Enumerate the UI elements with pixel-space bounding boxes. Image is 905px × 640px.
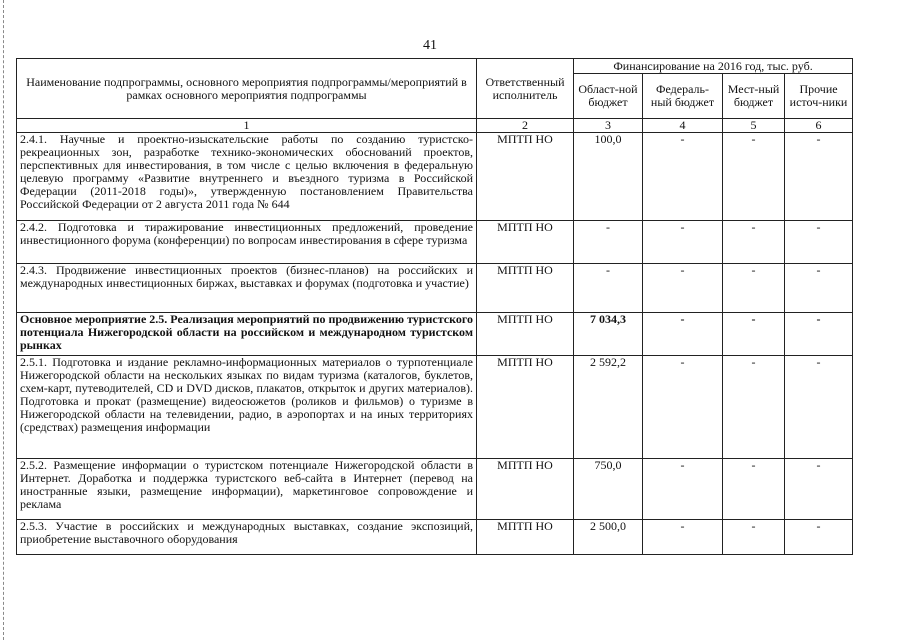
- regional-budget-value: -: [574, 264, 643, 313]
- other-sources-value: -: [785, 221, 853, 264]
- page-edge: [3, 0, 5, 640]
- regional-budget-value: 7 034,3: [574, 313, 643, 356]
- responsible-executor: МПТП НО: [477, 133, 574, 221]
- regional-budget-value: 2 592,2: [574, 356, 643, 459]
- local-budget-value: -: [723, 264, 785, 313]
- federal-budget-value: -: [643, 313, 723, 356]
- other-sources-value: -: [785, 133, 853, 221]
- header-local-budget: Мест-ный бюджет: [723, 74, 785, 119]
- other-sources-value: -: [785, 356, 853, 459]
- other-sources-value: -: [785, 520, 853, 555]
- other-sources-value: -: [785, 459, 853, 520]
- federal-budget-value: -: [643, 133, 723, 221]
- table-row: [17, 133, 853, 221]
- col-number: 5: [723, 119, 785, 133]
- main-measure-name: Основное мероприятие 2.5. Реализация мероприятий по продвижению туристского потенциала Нижегородской области на российском и международном туристском рынках: [17, 313, 477, 356]
- measure-name: 2.5.1. Подготовка и издание рекламно-информационных материалов о турпотенциале Нижегородской области на нескольких языках по видам туризма (каталогов, буклетов, схем-карт, путеводителей, CD и DVD дисков, плакатов, открыток и других материалов). Подготовка и прокат (размещение) видеосюжетов (роликов и фильмов) о туризме в Нижегородской области на телевидении, радио, в аэропортах и на иных территориях (средствах) размещения информации: [17, 356, 477, 459]
- responsible-executor: МПТП НО: [477, 459, 574, 520]
- measure-name: 2.4.3. Продвижение инвестиционных проектов (бизнес-планов) на российских и международных инвестиционных биржах, выставках и форумах (подготовка и участие): [17, 264, 477, 313]
- regional-budget-value: 750,0: [574, 459, 643, 520]
- local-budget-value: -: [723, 313, 785, 356]
- other-sources-value: -: [785, 264, 853, 313]
- header-financing: Финансирование на 2016 год, тыс. руб.: [574, 59, 853, 74]
- table-row: [17, 459, 853, 520]
- federal-budget-value: -: [643, 356, 723, 459]
- responsible-executor: МПТП НО: [477, 313, 574, 356]
- table-row: [17, 313, 853, 356]
- col-number: 1: [17, 119, 477, 133]
- col-number: 2: [477, 119, 574, 133]
- table-row: [17, 520, 853, 555]
- col-number: 6: [785, 119, 853, 133]
- measure-name: 2.5.2. Размещение информации о туристском потенциале Нижегородской области в Интернет. Доработка и поддержка туристского веб-сайта в Интернет (перевод на иностранные языки, размещение информации), маркетинговое сопровождение и реклама: [17, 459, 477, 520]
- header-other-sources: Прочие источ-ники: [785, 74, 853, 119]
- local-budget-value: -: [723, 133, 785, 221]
- responsible-executor: МПТП НО: [477, 520, 574, 555]
- local-budget-value: -: [723, 459, 785, 520]
- responsible-executor: МПТП НО: [477, 356, 574, 459]
- local-budget-value: -: [723, 221, 785, 264]
- regional-budget-value: -: [574, 221, 643, 264]
- measure-name: 2.5.3. Участие в российских и международных выставках, создание экспозиций, приобретение выставочного оборудования: [17, 520, 477, 555]
- federal-budget-value: -: [643, 221, 723, 264]
- table-row: [17, 356, 853, 459]
- regional-budget-value: 100,0: [574, 133, 643, 221]
- local-budget-value: -: [723, 356, 785, 459]
- measure-name: 2.4.1. Научные и проектно-изыскательские работы по созданию туристско-рекреационных зон, разработке технико-экономических обоснований проектов, перспективных для инвестирования, в том числе с целью включения в федеральную целевую программу «Развитие внутреннего и въездного туризма в Российской Федерации (2011-2018 годы)», утвержденную постановлением Правительства Российской Федерации от 2 августа 2011 года № 644: [17, 133, 477, 221]
- col-number: 4: [643, 119, 723, 133]
- column-numbers-row: [17, 119, 853, 133]
- federal-budget-value: -: [643, 264, 723, 313]
- page-number: 41: [423, 38, 437, 53]
- local-budget-value: -: [723, 520, 785, 555]
- federal-budget-value: -: [643, 520, 723, 555]
- header-federal-budget: Федераль-ный бюджет: [643, 74, 723, 119]
- responsible-executor: МПТП НО: [477, 221, 574, 264]
- regional-budget-value: 2 500,0: [574, 520, 643, 555]
- header-name: Наименование подпрограммы, основного мероприятия подпрограммы/мероприятий в рамках основного мероприятия подпрограммы: [17, 59, 477, 119]
- responsible-executor: МПТП НО: [477, 264, 574, 313]
- financing-table: [16, 58, 853, 555]
- header-regional-budget: Област-ной бюджет: [574, 74, 643, 119]
- col-number: 3: [574, 119, 643, 133]
- table-row: [17, 264, 853, 313]
- header-responsible: Ответственный исполнитель: [477, 59, 574, 119]
- measure-name: 2.4.2. Подготовка и тиражирование инвестиционных предложений, проведение инвестиционного форума (конференции) по вопросам инвестирования в сфере туризма: [17, 221, 477, 264]
- other-sources-value: -: [785, 313, 853, 356]
- table-row: [17, 221, 853, 264]
- federal-budget-value: -: [643, 459, 723, 520]
